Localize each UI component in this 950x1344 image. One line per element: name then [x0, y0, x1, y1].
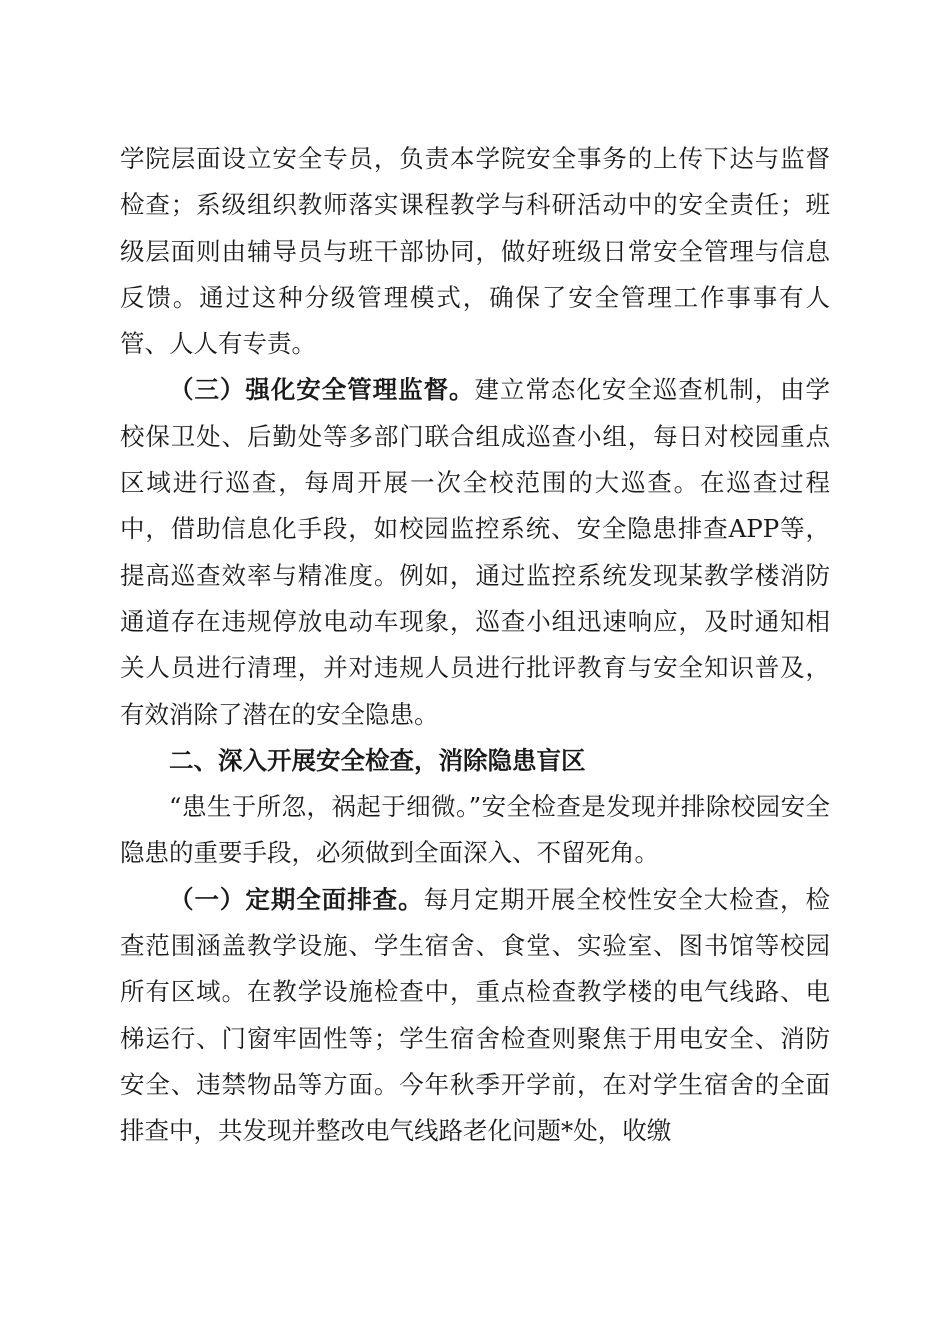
paragraph-supervision: [120, 367, 830, 737]
paragraph-periodic-inspection: [120, 877, 830, 1155]
paragraph-graded-management: [120, 136, 830, 367]
paragraph-text: 学院层面设立安全专员，负责本学院安全事务的上传下达与监督检查；系级组织教师落实课程教学与科研活动中的安全责任；班级层面则由辅导员与班干部协同，做好班级日常安全管理与信息反馈。通过这种分级管理模式，确保了安全管理工作事事有人管、人人有专责。: [120, 144, 830, 359]
paragraph-text: 每月定期开展全校性安全大检查，检查范围涵盖教学设施、学生宿舍、食堂、实验室、图书馆等校园所有区域。在教学设施检查中，重点检查教学楼的电气线路、电梯运行、门窗牢固性等；学生宿舍检查则聚焦于用电安全、消防安全、违禁物品等方面。今年秋季开学前，在对学生宿舍的全面排查中，共发现并整改电气线路老化问题*处，收缴: [120, 884, 831, 1146]
paragraph-text: “患生于所忽，祸起于细微。”安全检查是发现并排除校园安全隐患的重要手段，必须做到全面深入、不留死角。: [120, 792, 830, 868]
paragraph-section-intro: [120, 784, 830, 877]
paragraph-text: 建立常态化安全巡查机制，由学校保卫处、后勤处等多部门联合组成巡查小组，每日对校园重点区域进行巡查，每周开展一次全校范围的大巡查。在巡查过程中，借助信息化手段，如校园监控系统、安全隐患排查APP等，提高巡查效率与精准度。例如，通过监控系统发现某教学楼消防通道存在违规停放电动车现象，巡查小组迅速响应，及时通知相关人员进行清理，并对违规人员进行批评教育与安全知识普及，有效消除了潜在的安全隐患。: [120, 375, 831, 729]
section-heading: 二、深入开展安全检查，消除隐患盲区: [169, 745, 586, 775]
paragraph-lead-heading: （一）定期全面排查。: [169, 884, 424, 914]
document-body: [120, 136, 830, 1155]
paragraph-lead-heading: （三）强化安全管理监督。: [169, 375, 475, 405]
